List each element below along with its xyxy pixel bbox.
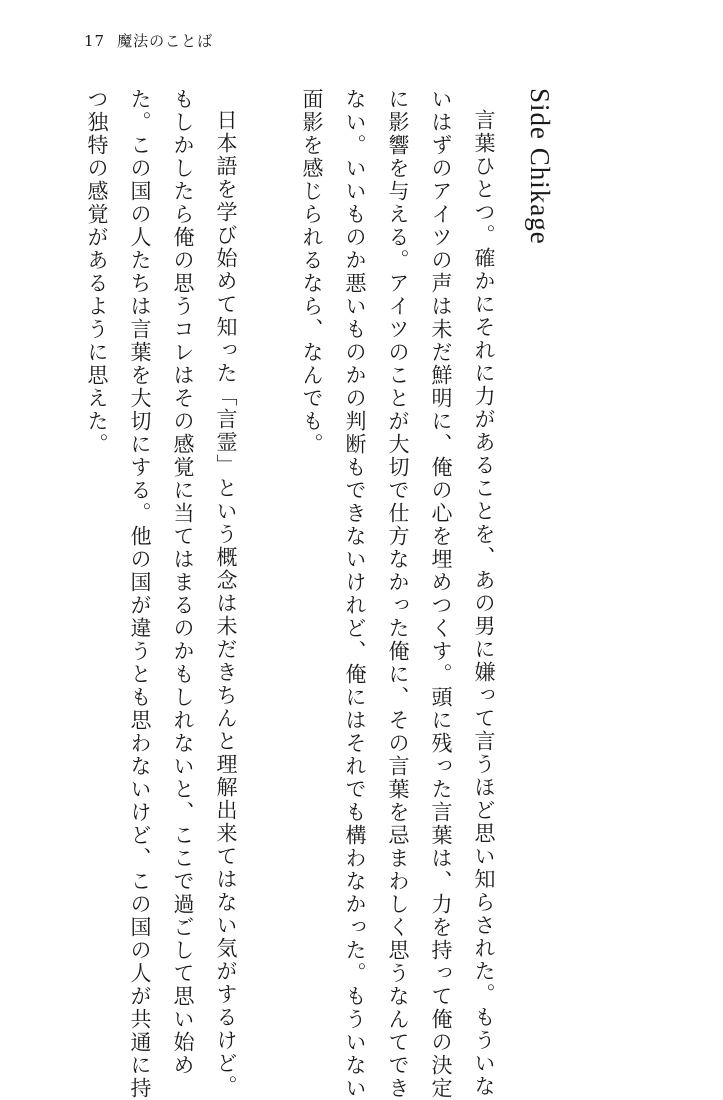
chapter-heading: Side Chikage [525,88,555,245]
paragraph-1-line: ない。いいものか悪いものかの判断もできないけれど、俺にはそれでも構わなかった。もういない [343,88,367,1100]
paragraph-break [247,88,290,968]
paragraph-1-line: いはずのアイツの声は未だ鮮明に、俺の心を埋めつくす。頭に残った言葉は、力を持って俺の決定 [429,88,453,1100]
vertical-text-block [75,88,575,1100]
paragraph-1-line: 言葉ひとつ。確かにそれに力があることを、あの男に嫌って言うほど思い知らされた。もういな [472,109,496,1098]
paragraph-1-line: 面影を感じられるなら、なんでも。 [300,88,324,456]
paragraph-2-line: 日本語を学び始めて知った「言霊」という概念は未だきちんと理解出来てはない気がするけど。 [214,109,238,1098]
running-head [84,30,213,51]
paragraph-2-line: た。この国の人たちは言葉を大切にする。他の国が違うとも思わないけど、この国の人が共通に持 [128,88,152,1100]
page-number: 17 [84,32,106,50]
running-title: 魔法のことば [117,32,214,50]
paragraph-2-line: つ独特の感覚があるように思えた。 [85,88,109,456]
paragraph-2-line: もしかしたら俺の思うコレはその感覚に当てはまるのかもしれないと、ここで過ごして思い始め [171,88,195,1077]
paragraph-1-line: に影響を与える。アイツのことが大切で仕方なかった俺に、その言葉を忌まわしく思うなんてでき [386,88,410,1100]
